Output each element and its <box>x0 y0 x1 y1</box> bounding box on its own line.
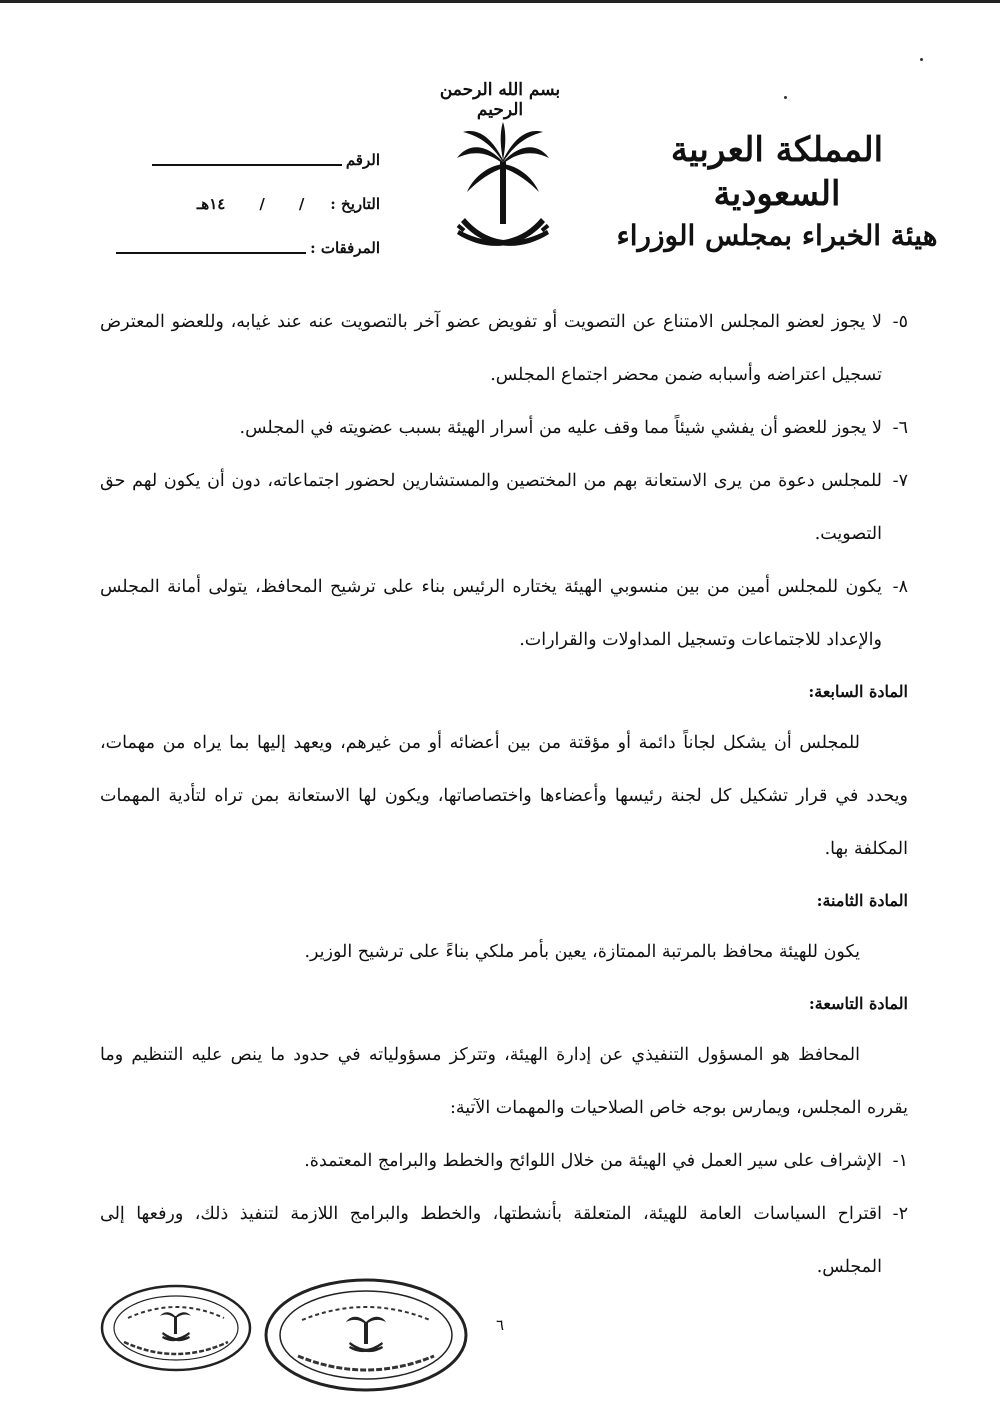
date-label: التاريخ : <box>330 195 380 213</box>
list-item <box>100 1188 908 1294</box>
article-paragraph: للمجلس أن يشكل لجاناً دائمة أو مؤقتة من بين أعضائه أو من غيرهم، ويعهد إليها بما يراه من مهمات، ويحدد في قرار تشكيل كل لجنة رئيسها وأعضاءها واختصاصاتها، ويكون لها الاستعانة بمن تراه لتأدية المهمات المكلفة بها. <box>100 733 908 859</box>
item-text: لا يجوز لعضو المجلس الامتناع عن التصويت أو تفويض عضو آخر بالتصويت عنه عند غيابه، وللعضو المعترض تسجيل اعتراضه وأسبابه ضمن محضر اجتماع المجلس. <box>100 312 882 385</box>
number-row <box>80 138 380 182</box>
list-item <box>100 1135 908 1188</box>
item-number: ٨- <box>892 577 908 597</box>
item-text: اقتراح السياسات العامة للهيئة، المتعلقة بأنشطتها، والخطط والبرامج اللازمة لتنفيذ ذلك، ورفعها إلى المجلس. <box>100 1204 882 1277</box>
attachments-label: المرفقات : <box>310 239 380 257</box>
item-text: الإشراف على سير العمل في الهيئة من خلال اللوائح والخطط والبرامج المعتمدة. <box>304 1151 882 1171</box>
org-line-kingdom: المملكة العربية السعودية <box>670 130 884 214</box>
list-item <box>100 296 908 402</box>
official-seal-icon <box>262 1276 470 1394</box>
list-item <box>100 402 908 455</box>
item-number: ٦- <box>892 418 908 438</box>
article-paragraph: المحافظ هو المسؤول التنفيذي عن إدارة الهيئة، وتتركز مسؤولياته في حدود ما ينص عليه التنظيم وما يقرره المجلس، ويمارس بوجه خاص الصلاحيات والمهمات الآتية: <box>100 1045 908 1118</box>
number-line <box>152 154 342 166</box>
item-number: ١- <box>892 1151 908 1171</box>
palm-and-swords-emblem <box>455 122 551 262</box>
article-heading: المادة الثامنة: <box>816 891 908 910</box>
list-item <box>100 455 908 561</box>
article-heading: المادة السابعة: <box>808 682 908 701</box>
item-number: ٥- <box>892 312 908 332</box>
item-text: يكون للمجلس أمين من بين منسوبي الهيئة يختاره الرئيس بناء على ترشيح المحافظ، يتولى أمانة المجلس والإعداد للاجتماعات وتسجيل المداولات والقرارات. <box>100 577 882 650</box>
article-paragraph: يكون للهيئة محافظ بالمرتبة الممتازة، يعين بأمر ملكي بناءً على ترشيح الوزير. <box>304 942 860 962</box>
document-body <box>100 296 908 1294</box>
attachments-row <box>80 226 380 270</box>
article-heading: المادة التاسعة: <box>808 994 908 1013</box>
item-number: ٧- <box>892 471 908 491</box>
top-rule <box>0 0 1000 3</box>
number-label: الرقم <box>345 151 380 169</box>
basmala: بسم الله الرحمن الرحيم <box>439 80 561 120</box>
list-item <box>100 561 908 667</box>
item-text: لا يجوز للعضو أن يفشي شيئاً مما وقف عليه من أسرار الهيئة بسبب عضويته في المجلس. <box>239 418 882 438</box>
date-row <box>80 182 380 226</box>
speck <box>784 96 787 99</box>
date-slash: / <box>259 195 265 213</box>
secretariat-seal-icon <box>98 1282 254 1374</box>
page-number: ٦ <box>496 1316 505 1334</box>
speck <box>920 58 923 61</box>
org-line-authority: هيئة الخبراء بمجلس الوزراء <box>616 219 938 252</box>
item-number: ٢- <box>892 1204 908 1224</box>
date-year-suffix: ١٤هـ <box>196 195 226 213</box>
item-text: للمجلس دعوة من يرى الاستعانة بهم من المختصين والمستشارين لحضور اجتماعاته، دون أن يكون لهم حق التصويت. <box>100 471 882 544</box>
organization-name <box>612 128 942 256</box>
date-slash: / <box>298 195 305 213</box>
reference-block <box>80 138 380 270</box>
attachments-line <box>116 242 306 254</box>
